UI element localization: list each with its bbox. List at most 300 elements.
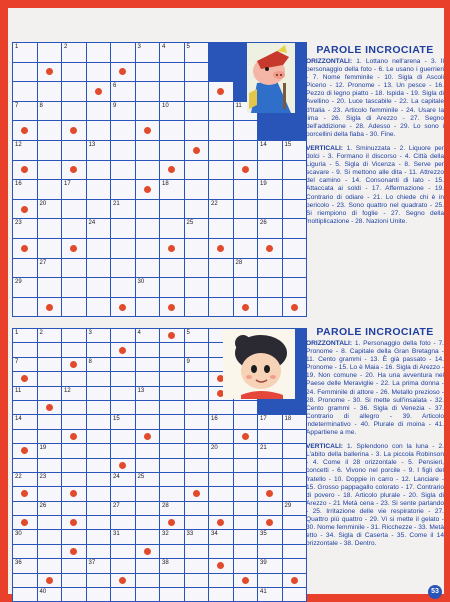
crossword-cell[interactable] <box>160 459 184 472</box>
crossword-cell[interactable] <box>160 278 184 297</box>
crossword-cell[interactable] <box>13 343 37 356</box>
crossword-cell[interactable] <box>258 530 282 543</box>
crossword-cell[interactable] <box>62 278 86 297</box>
crossword-cell[interactable] <box>38 530 62 543</box>
crossword-cell[interactable] <box>234 559 258 572</box>
crossword-cell[interactable] <box>87 545 111 558</box>
crossword-cell[interactable] <box>283 459 307 472</box>
crossword-cell[interactable] <box>209 298 233 317</box>
crossword-cell[interactable] <box>185 430 209 443</box>
crossword-cell[interactable] <box>87 102 111 121</box>
crossword-cell[interactable] <box>62 574 86 587</box>
crossword-cell[interactable] <box>111 43 135 62</box>
crossword-cell[interactable] <box>283 516 307 529</box>
crossword-cell[interactable] <box>38 121 62 140</box>
crossword-cell[interactable] <box>185 219 209 238</box>
crossword-cell[interactable] <box>111 415 135 428</box>
crossword-cell[interactable] <box>38 200 62 219</box>
crossword-cell[interactable] <box>38 516 62 529</box>
crossword-cell[interactable] <box>160 530 184 543</box>
crossword-cell[interactable] <box>87 430 111 443</box>
crossword-cell[interactable] <box>13 459 37 472</box>
crossword-cell[interactable] <box>13 63 37 82</box>
crossword-cell[interactable] <box>38 329 62 342</box>
crossword-cell[interactable] <box>87 43 111 62</box>
crossword-cell[interactable] <box>283 430 307 443</box>
crossword-cell[interactable] <box>234 121 258 140</box>
crossword-cell[interactable] <box>136 43 160 62</box>
crossword-cell[interactable] <box>209 516 233 529</box>
crossword-cell[interactable] <box>62 161 86 180</box>
crossword-cell[interactable] <box>111 180 135 199</box>
crossword-cell[interactable] <box>160 545 184 558</box>
crossword-cell[interactable] <box>87 559 111 572</box>
crossword-cell[interactable] <box>258 559 282 572</box>
crossword-cell[interactable] <box>13 219 37 238</box>
crossword-cell[interactable] <box>13 415 37 428</box>
crossword-cell[interactable] <box>38 588 62 601</box>
crossword-cell[interactable] <box>209 239 233 258</box>
crossword-cell[interactable] <box>136 574 160 587</box>
crossword-cell[interactable] <box>87 259 111 278</box>
crossword-cell[interactable] <box>136 121 160 140</box>
crossword-cell[interactable] <box>185 588 209 601</box>
crossword-cell[interactable] <box>185 180 209 199</box>
crossword-cell[interactable] <box>111 430 135 443</box>
crossword-cell[interactable] <box>87 200 111 219</box>
crossword-cell[interactable] <box>111 343 135 356</box>
crossword-cell[interactable] <box>62 102 86 121</box>
crossword-cell[interactable] <box>136 358 160 371</box>
crossword-cell[interactable] <box>160 487 184 500</box>
crossword-cell[interactable] <box>283 415 307 428</box>
crossword-cell[interactable] <box>87 121 111 140</box>
crossword-cell[interactable] <box>62 559 86 572</box>
crossword-cell[interactable] <box>160 588 184 601</box>
crossword-cell[interactable] <box>62 121 86 140</box>
crossword-cell[interactable] <box>13 278 37 297</box>
crossword-cell[interactable] <box>283 502 307 515</box>
crossword-cell[interactable] <box>87 161 111 180</box>
crossword-cell[interactable] <box>87 487 111 500</box>
crossword-cell[interactable] <box>136 401 160 414</box>
crossword-cell[interactable] <box>283 259 307 278</box>
crossword-cell[interactable] <box>209 444 233 457</box>
crossword-cell[interactable] <box>62 473 86 486</box>
crossword-cell[interactable] <box>136 588 160 601</box>
crossword-cell[interactable] <box>258 459 282 472</box>
crossword-cell[interactable] <box>185 358 209 371</box>
crossword-cell[interactable] <box>13 502 37 515</box>
crossword-cell[interactable] <box>185 278 209 297</box>
crossword-cell[interactable] <box>234 588 258 601</box>
crossword-cell[interactable] <box>136 278 160 297</box>
crossword-cell[interactable] <box>185 387 209 400</box>
crossword-cell[interactable] <box>136 415 160 428</box>
crossword-cell[interactable] <box>38 43 62 62</box>
crossword-cell[interactable] <box>234 219 258 238</box>
crossword-cell[interactable] <box>38 473 62 486</box>
crossword-cell[interactable] <box>87 588 111 601</box>
crossword-cell[interactable] <box>13 559 37 572</box>
crossword-cell[interactable] <box>13 358 37 371</box>
crossword-cell[interactable] <box>87 401 111 414</box>
crossword-cell[interactable] <box>38 298 62 317</box>
crossword-cell[interactable] <box>185 329 209 342</box>
crossword-cell[interactable] <box>111 161 135 180</box>
crossword-cell[interactable] <box>185 530 209 543</box>
crossword-cell[interactable] <box>111 298 135 317</box>
crossword-cell[interactable] <box>111 459 135 472</box>
crossword-cell[interactable] <box>62 430 86 443</box>
crossword-cell[interactable] <box>185 121 209 140</box>
crossword-cell[interactable] <box>185 415 209 428</box>
crossword-cell[interactable] <box>283 141 307 160</box>
crossword-cell[interactable] <box>283 200 307 219</box>
crossword-cell[interactable] <box>258 473 282 486</box>
crossword-cell[interactable] <box>136 372 160 385</box>
crossword-cell[interactable] <box>111 530 135 543</box>
crossword-cell[interactable] <box>38 161 62 180</box>
crossword-cell[interactable] <box>185 259 209 278</box>
crossword-cell[interactable] <box>38 502 62 515</box>
crossword-cell[interactable] <box>209 200 233 219</box>
crossword-cell[interactable] <box>160 43 184 62</box>
crossword-cell[interactable] <box>258 574 282 587</box>
crossword-cell[interactable] <box>160 219 184 238</box>
crossword-cell[interactable] <box>62 530 86 543</box>
crossword-cell[interactable] <box>283 588 307 601</box>
crossword-cell[interactable] <box>234 473 258 486</box>
crossword-cell[interactable] <box>209 259 233 278</box>
crossword-cell[interactable] <box>38 180 62 199</box>
crossword-cell[interactable] <box>62 180 86 199</box>
crossword-cell[interactable] <box>185 102 209 121</box>
crossword-cell[interactable] <box>209 502 233 515</box>
crossword-cell[interactable] <box>87 387 111 400</box>
crossword-cell[interactable] <box>13 259 37 278</box>
crossword-cell[interactable] <box>258 141 282 160</box>
crossword-cell[interactable] <box>209 63 233 82</box>
crossword-cell[interactable] <box>62 588 86 601</box>
crossword-cell[interactable] <box>234 516 258 529</box>
crossword-cell[interactable] <box>62 329 86 342</box>
crossword-cell[interactable] <box>234 545 258 558</box>
crossword-cell[interactable] <box>185 43 209 62</box>
crossword-cell[interactable] <box>62 141 86 160</box>
crossword-cell[interactable] <box>160 401 184 414</box>
crossword-cell[interactable] <box>258 502 282 515</box>
crossword-cell[interactable] <box>62 259 86 278</box>
crossword-cell[interactable] <box>136 141 160 160</box>
crossword-cell[interactable] <box>13 102 37 121</box>
crossword-cell[interactable] <box>38 401 62 414</box>
crossword-cell[interactable] <box>13 141 37 160</box>
crossword-cell[interactable] <box>13 387 37 400</box>
crossword-cell[interactable] <box>136 444 160 457</box>
crossword-cell[interactable] <box>160 559 184 572</box>
crossword-cell[interactable] <box>209 161 233 180</box>
crossword-cell[interactable] <box>38 387 62 400</box>
crossword-cell[interactable] <box>283 401 307 414</box>
crossword-cell[interactable] <box>160 141 184 160</box>
crossword-cell[interactable] <box>111 239 135 258</box>
crossword-cell[interactable] <box>13 372 37 385</box>
crossword-cell[interactable] <box>136 459 160 472</box>
crossword-cell[interactable] <box>13 588 37 601</box>
crossword-cell[interactable] <box>38 141 62 160</box>
crossword-cell[interactable] <box>111 121 135 140</box>
crossword-cell[interactable] <box>160 102 184 121</box>
crossword-cell[interactable] <box>185 200 209 219</box>
crossword-cell[interactable] <box>13 545 37 558</box>
crossword-cell[interactable] <box>13 473 37 486</box>
crossword-cell[interactable] <box>62 43 86 62</box>
crossword-cell[interactable] <box>136 559 160 572</box>
crossword-cell[interactable] <box>234 487 258 500</box>
crossword-cell[interactable] <box>160 200 184 219</box>
crossword-cell[interactable] <box>283 161 307 180</box>
crossword-cell[interactable] <box>62 516 86 529</box>
crossword-cell[interactable] <box>111 516 135 529</box>
crossword-cell[interactable] <box>111 574 135 587</box>
crossword-cell[interactable] <box>38 372 62 385</box>
crossword-cell[interactable] <box>258 200 282 219</box>
crossword-cell[interactable] <box>209 473 233 486</box>
crossword-cell[interactable] <box>62 502 86 515</box>
crossword-cell[interactable] <box>283 559 307 572</box>
crossword-cell[interactable] <box>185 444 209 457</box>
crossword-cell[interactable] <box>136 329 160 342</box>
crossword-cell[interactable] <box>160 180 184 199</box>
crossword-cell[interactable] <box>258 278 282 297</box>
crossword-cell[interactable] <box>283 530 307 543</box>
crossword-cell[interactable] <box>111 588 135 601</box>
crossword-cell[interactable] <box>136 387 160 400</box>
crossword-cell[interactable] <box>13 298 37 317</box>
crossword-cell[interactable] <box>87 459 111 472</box>
crossword-cell[interactable] <box>136 200 160 219</box>
crossword-cell[interactable] <box>283 180 307 199</box>
crossword-cell[interactable] <box>160 121 184 140</box>
crossword-cell[interactable] <box>234 459 258 472</box>
crossword-cell[interactable] <box>87 298 111 317</box>
crossword-cell[interactable] <box>87 63 111 82</box>
crossword-cell[interactable] <box>111 401 135 414</box>
crossword-cell[interactable] <box>160 415 184 428</box>
crossword-cell[interactable] <box>38 444 62 457</box>
crossword-cell[interactable] <box>111 559 135 572</box>
crossword-cell[interactable] <box>209 545 233 558</box>
crossword-cell[interactable] <box>185 545 209 558</box>
crossword-cell[interactable] <box>87 141 111 160</box>
crossword-cell[interactable] <box>38 574 62 587</box>
crossword-cell[interactable] <box>62 415 86 428</box>
crossword-cell[interactable] <box>160 502 184 515</box>
crossword-cell[interactable] <box>62 387 86 400</box>
crossword-cell[interactable] <box>111 387 135 400</box>
crossword-cell[interactable] <box>87 530 111 543</box>
crossword-cell[interactable] <box>87 502 111 515</box>
crossword-cell[interactable] <box>185 141 209 160</box>
crossword-cell[interactable] <box>234 430 258 443</box>
crossword-cell[interactable] <box>136 545 160 558</box>
crossword-cell[interactable] <box>136 487 160 500</box>
crossword-cell[interactable] <box>38 219 62 238</box>
crossword-cell[interactable] <box>136 239 160 258</box>
crossword-cell[interactable] <box>185 459 209 472</box>
crossword-cell[interactable] <box>185 401 209 414</box>
crossword-cell[interactable] <box>185 63 209 82</box>
crossword-cell[interactable] <box>62 545 86 558</box>
crossword-cell[interactable] <box>185 574 209 587</box>
crossword-cell[interactable] <box>13 487 37 500</box>
crossword-cell[interactable] <box>136 298 160 317</box>
crossword-cell[interactable] <box>87 415 111 428</box>
crossword-cell[interactable] <box>209 530 233 543</box>
crossword-cell[interactable] <box>136 161 160 180</box>
crossword-cell[interactable] <box>111 200 135 219</box>
crossword-cell[interactable] <box>38 278 62 297</box>
crossword-cell[interactable] <box>283 219 307 238</box>
crossword-cell[interactable] <box>185 487 209 500</box>
crossword-cell[interactable] <box>258 239 282 258</box>
crossword-cell[interactable] <box>87 180 111 199</box>
crossword-cell[interactable] <box>38 415 62 428</box>
crossword-cell[interactable] <box>62 219 86 238</box>
crossword-cell[interactable] <box>209 487 233 500</box>
crossword-cell[interactable] <box>87 473 111 486</box>
crossword-cell[interactable] <box>38 358 62 371</box>
crossword-cell[interactable] <box>160 298 184 317</box>
crossword-cell[interactable] <box>13 574 37 587</box>
crossword-cell[interactable] <box>13 329 37 342</box>
crossword-cell[interactable] <box>136 82 160 101</box>
crossword-cell[interactable] <box>13 516 37 529</box>
crossword-cell[interactable] <box>13 82 37 101</box>
crossword-cell[interactable] <box>258 588 282 601</box>
crossword-cell[interactable] <box>185 372 209 385</box>
crossword-cell[interactable] <box>62 82 86 101</box>
crossword-cell[interactable] <box>283 121 307 140</box>
crossword-cell[interactable] <box>160 63 184 82</box>
crossword-cell[interactable] <box>234 415 258 428</box>
crossword-cell[interactable] <box>111 219 135 238</box>
crossword-cell[interactable] <box>160 329 184 342</box>
crossword-cell[interactable] <box>111 259 135 278</box>
crossword-cell[interactable] <box>136 473 160 486</box>
crossword-cell[interactable] <box>136 180 160 199</box>
crossword-cell[interactable] <box>209 219 233 238</box>
crossword-cell[interactable] <box>209 82 233 101</box>
crossword-cell[interactable] <box>185 82 209 101</box>
crossword-cell[interactable] <box>234 141 258 160</box>
crossword-cell[interactable] <box>258 444 282 457</box>
crossword-cell[interactable] <box>13 444 37 457</box>
crossword-cell[interactable] <box>160 516 184 529</box>
crossword-cell[interactable] <box>185 502 209 515</box>
crossword-cell[interactable] <box>234 502 258 515</box>
crossword-cell[interactable] <box>38 545 62 558</box>
crossword-cell[interactable] <box>87 82 111 101</box>
crossword-cell[interactable] <box>160 239 184 258</box>
crossword-cell[interactable] <box>136 343 160 356</box>
crossword-cell[interactable] <box>136 63 160 82</box>
crossword-cell[interactable] <box>209 430 233 443</box>
crossword-cell[interactable] <box>111 82 135 101</box>
crossword-cell[interactable] <box>283 574 307 587</box>
crossword-cell[interactable] <box>209 588 233 601</box>
crossword-cell[interactable] <box>87 574 111 587</box>
crossword-cell[interactable] <box>62 343 86 356</box>
crossword-cell[interactable] <box>38 487 62 500</box>
crossword-cell[interactable] <box>234 180 258 199</box>
crossword-cell[interactable] <box>234 574 258 587</box>
crossword-cell[interactable] <box>87 358 111 371</box>
crossword-cell[interactable] <box>185 473 209 486</box>
crossword-cell[interactable] <box>258 415 282 428</box>
crossword-cell[interactable] <box>111 278 135 297</box>
crossword-cell[interactable] <box>136 502 160 515</box>
crossword-cell[interactable] <box>111 473 135 486</box>
crossword-cell[interactable] <box>234 239 258 258</box>
crossword-cell[interactable] <box>185 516 209 529</box>
crossword-cell[interactable] <box>111 141 135 160</box>
crossword-cell[interactable] <box>62 63 86 82</box>
crossword-cell[interactable] <box>62 401 86 414</box>
crossword-cell[interactable] <box>62 200 86 219</box>
crossword-cell[interactable] <box>13 530 37 543</box>
crossword-cell[interactable] <box>258 545 282 558</box>
crossword-cell[interactable] <box>234 161 258 180</box>
crossword-cell[interactable] <box>234 200 258 219</box>
crossword-cell[interactable] <box>234 298 258 317</box>
crossword-cell[interactable] <box>258 259 282 278</box>
crossword-cell[interactable] <box>258 121 282 140</box>
crossword-cell[interactable] <box>136 430 160 443</box>
crossword-cell[interactable] <box>38 63 62 82</box>
crossword-cell[interactable] <box>209 459 233 472</box>
crossword-cell[interactable] <box>160 387 184 400</box>
crossword-cell[interactable] <box>62 239 86 258</box>
crossword-cell[interactable] <box>62 444 86 457</box>
crossword-cell[interactable] <box>234 401 258 414</box>
crossword-cell[interactable] <box>185 343 209 356</box>
crossword-cell[interactable] <box>234 530 258 543</box>
crossword-cell[interactable] <box>160 161 184 180</box>
crossword-cell[interactable] <box>258 180 282 199</box>
crossword-cell[interactable] <box>234 278 258 297</box>
crossword-cell[interactable] <box>38 459 62 472</box>
crossword-cell[interactable] <box>283 444 307 457</box>
crossword-cell[interactable] <box>87 372 111 385</box>
crossword-cell[interactable] <box>258 298 282 317</box>
crossword-cell[interactable] <box>258 487 282 500</box>
crossword-cell[interactable] <box>62 487 86 500</box>
crossword-cell[interactable] <box>38 102 62 121</box>
crossword-cell[interactable] <box>87 444 111 457</box>
crossword-cell[interactable] <box>38 239 62 258</box>
crossword-cell[interactable] <box>13 43 37 62</box>
crossword-cell[interactable] <box>111 329 135 342</box>
crossword-cell[interactable] <box>111 372 135 385</box>
crossword-cell[interactable] <box>111 487 135 500</box>
crossword-cell[interactable] <box>185 298 209 317</box>
crossword-cell[interactable] <box>38 82 62 101</box>
crossword-cell[interactable] <box>62 459 86 472</box>
crossword-cell[interactable] <box>13 430 37 443</box>
crossword-cell[interactable] <box>209 415 233 428</box>
